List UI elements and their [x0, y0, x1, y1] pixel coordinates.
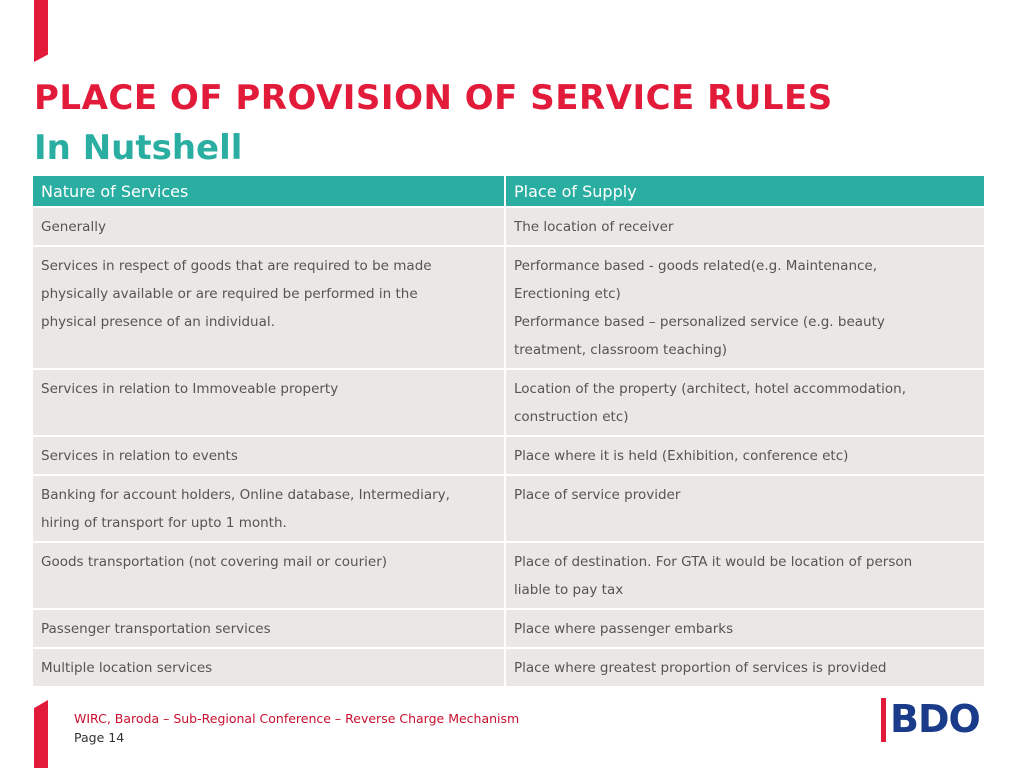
- table-row: [33, 609, 984, 648]
- place-cell-line: Place of destination. For GTA it would be location of person: [514, 554, 913, 570]
- place-cell-line: Erectioning etc): [514, 286, 621, 302]
- service-cell-line: hiring of transport for upto 1 month.: [41, 515, 287, 531]
- service-cell-line: Banking for account holders, Online database, Intermediary,: [41, 487, 450, 503]
- table-row: [33, 246, 984, 369]
- place-cell-line: Place where passenger embarks: [514, 621, 734, 637]
- place-cell-line: Performance based – personalized service (e.g. beauty: [514, 314, 885, 330]
- service-cell-line: physically available or are required be performed in the: [41, 286, 418, 302]
- place-cell-line: Place where it is held (Exhibition, conference etc): [514, 448, 849, 464]
- footer-event-text: WIRC, Baroda – Sub-Regional Conference – Reverse Charge Mechanism: [74, 711, 520, 726]
- service-cell: [33, 369, 505, 436]
- place-cell: [505, 369, 984, 436]
- place-cell: [505, 436, 984, 475]
- service-cell-line: Services in relation to events: [41, 448, 238, 464]
- place-cell-line: Place of service provider: [514, 487, 681, 503]
- footer-page-number: Page 14: [74, 730, 125, 745]
- bottom-accent-bar: [34, 700, 48, 768]
- top-accent-bar: [34, 0, 48, 62]
- table-row: [33, 475, 984, 542]
- place-cell: [505, 207, 984, 246]
- place-cell: [505, 648, 984, 686]
- place-cell: [505, 609, 984, 648]
- slide-title: PLACE OF PROVISION OF SERVICE RULES: [34, 78, 833, 118]
- service-cell-line: Services in relation to Immoveable property: [41, 381, 339, 397]
- logo-red-bar: [881, 698, 886, 742]
- place-cell: [505, 475, 984, 542]
- table-row: [33, 436, 984, 475]
- service-cell: [33, 542, 505, 609]
- table-row: [33, 207, 984, 246]
- table-row: [33, 369, 984, 436]
- place-cell-line: Performance based - goods related(e.g. Maintenance,: [514, 258, 878, 274]
- service-rules-table: [33, 176, 984, 686]
- slide-subtitle: In Nutshell: [34, 128, 243, 168]
- logo-text: BDO: [890, 697, 980, 741]
- place-cell: [505, 246, 984, 369]
- service-cell: [33, 475, 505, 542]
- service-cell: [33, 246, 505, 369]
- table-row: [33, 542, 984, 609]
- bdo-logo: [881, 698, 993, 742]
- place-cell-line: liable to pay tax: [514, 582, 624, 598]
- header-place-of-supply: Place of Supply: [505, 176, 984, 207]
- header-nature-of-services: Nature of Services: [33, 176, 505, 207]
- place-cell-line: Location of the property (architect, hotel accommodation,: [514, 381, 907, 397]
- place-cell-line: treatment, classroom teaching): [514, 342, 728, 358]
- service-cell: [33, 436, 505, 475]
- service-cell: [33, 207, 505, 246]
- table-header-row: [33, 176, 984, 207]
- table-row: [33, 648, 984, 686]
- service-cell-line: Services in respect of goods that are required to be made: [41, 258, 432, 274]
- place-cell-line: Place where greatest proportion of services is provided: [514, 660, 887, 676]
- place-cell: [505, 542, 984, 609]
- service-cell-line: Generally: [41, 219, 106, 235]
- service-cell-line: Multiple location services: [41, 660, 213, 676]
- service-cell: [33, 648, 505, 686]
- service-cell-line: Passenger transportation services: [41, 621, 271, 637]
- service-cell: [33, 609, 505, 648]
- service-cell-line: Goods transportation (not covering mail or courier): [41, 554, 388, 570]
- table-body: [33, 207, 984, 686]
- place-cell-line: construction etc): [514, 409, 629, 425]
- footer: [74, 709, 519, 747]
- place-cell-line: The location of receiver: [514, 219, 674, 235]
- service-cell-line: physical presence of an individual.: [41, 314, 275, 330]
